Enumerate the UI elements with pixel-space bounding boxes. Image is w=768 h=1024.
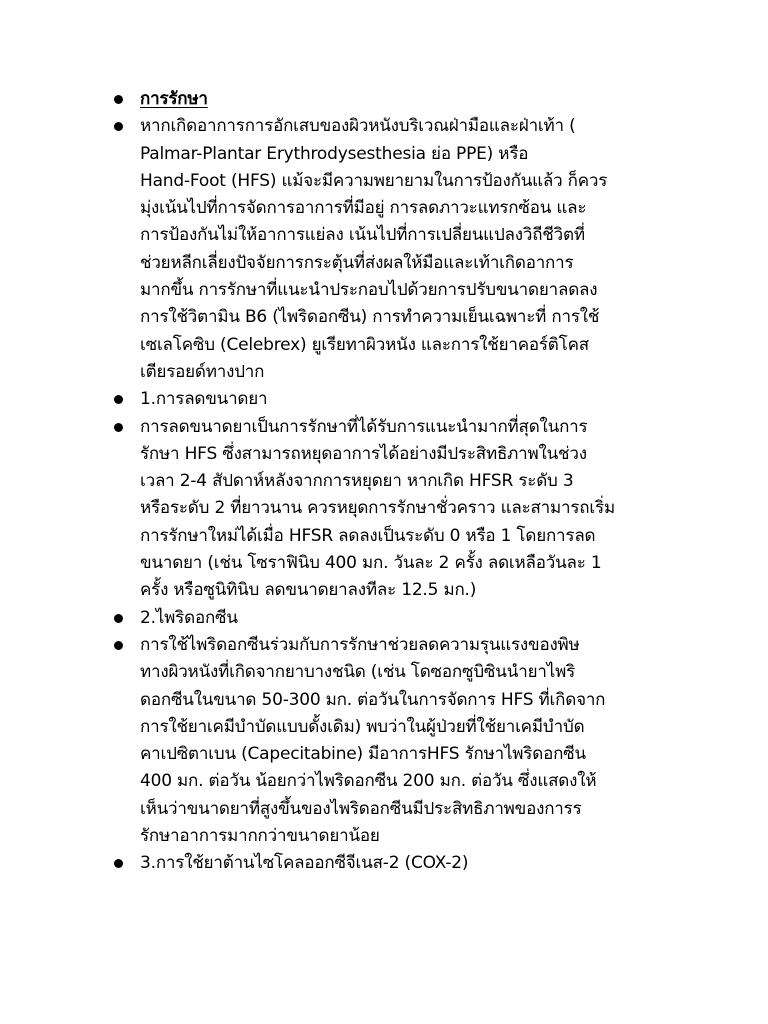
text-line: ทางผิวหนังที่เกิดจากยาบางชนิด (เช่น โดซอกซูบิซินนำยาไพริ: [140, 662, 576, 683]
text-line: เตียรอยด์ทางปาก: [140, 361, 265, 382]
section-title: การรักษา: [140, 89, 208, 109]
paragraph-item: [112, 113, 682, 386]
bullet-dot-icon: [114, 423, 123, 432]
text-line: การลดขนาดยาเป็นการรักษาที่ได้รับการแนะนำมากที่สุดในการ: [140, 416, 588, 437]
text-line: เซเลโคซิบ (Celebrex) ยูเรียทาผิวหนัง และการใช้ยาคอร์ติโคส: [140, 334, 589, 355]
paragraph-text: [140, 632, 682, 850]
paragraph-item: [112, 414, 682, 605]
text-line: ขนาดยา (เช่น โซราฟินิบ 400 มก. วันละ 2 ครั้ง ลดเหลือวันละ 1: [140, 553, 602, 574]
subsection-title: 1.การลดขนาดยา: [140, 389, 268, 410]
text-line: การรักษาใหม่ได้เมื่อ HFSR ลดลงเป็นระดับ 0 หรือ 1 โดยการลด: [140, 525, 596, 546]
text-line: Hand-Foot (HFS) แม้จะมีความพยายามในการป้องกันแล้ว ก็ควร: [140, 170, 608, 191]
text-line: Palmar-Plantar Erythrodysesthesia ย่อ PPE) หรือ: [140, 143, 529, 164]
bullet-list: [112, 86, 682, 878]
text-line: มุ่งเน้นไปที่การจัดการอาการที่มีอยู่ การลดภาวะแทรกซ้อน และ: [140, 198, 587, 219]
paragraph-text: [140, 113, 682, 386]
paragraph-item: [112, 632, 682, 850]
bullet-dot-icon: [114, 95, 123, 104]
text-line: รักษาอาการมากกว่าขนาดยาน้อย: [140, 826, 380, 847]
text-line: คาเปซิตาเบน (Capecitabine) มีอาการHFS รักษาไพริดอกซีน: [140, 744, 586, 765]
text-line: เวลา 2-4 สัปดาห์หลังจากการหยุดยา หากเกิด HFSR ระดับ 3: [140, 471, 574, 492]
text-line: ดอกซีนในขนาด 50-300 มก. ต่อวันในการจัดการ HFS ที่เกิดจาก: [140, 689, 606, 710]
text-line: ครั้ง หรือซูนิทินิบ ลดขนาดยาลงทีละ 12.5 มก.): [140, 580, 477, 601]
text-line: รักษา HFS ซึ่งสามารถหยุดอาการได้อย่างมีประสิทธิภาพในช่วง: [140, 443, 587, 464]
subsection-heading-item: [112, 605, 682, 632]
bullet-dot-icon: [114, 641, 123, 650]
text-line: หรือระดับ 2 ที่ยาวนาน ควรหยุดการรักษาชั่วคราว และสามารถเริ่ม: [140, 498, 615, 519]
text-line: การใช้ไพริดอกซีนร่วมกับการรักษาช่วยลดความรุนแรงของพิษ: [140, 634, 580, 655]
bullet-dot-icon: [114, 395, 123, 404]
subsection-title: 3.การใช้ยาต้านไซโคลออกซีจีเนส-2 (COX-2): [140, 853, 469, 874]
bullet-dot-icon: [114, 122, 123, 131]
text-line: การป้องกันไม่ให้อาการแย่ลง เน้นไปที่การเปลี่ยนแปลงวิถีชีวิตที่: [140, 225, 585, 246]
subsection-heading-item: [112, 850, 682, 877]
subsection-title: 2.ไพริดอกซีน: [140, 607, 238, 628]
text-line: ช่วยหลีกเลี่ยงปัจจัยการกระตุ้นที่ส่งผลให้มือและเท้าเกิดอาการ: [140, 252, 574, 273]
section-heading-item: [112, 86, 682, 113]
bullet-dot-icon: [114, 859, 123, 868]
text-line: การใช้วิตามิน B6 (ไพริดอกซีน) การทำความเย็นเฉพาะที่ การใช้: [140, 307, 600, 328]
text-line: มากขึ้น การรักษาที่แนะนำประกอบไปด้วยการปรับขนาดยาลดลง: [140, 280, 598, 301]
subsection-heading-item: [112, 386, 682, 413]
text-line: การใช้ยาเคมีบำบัดแบบดั้งเดิม) พบว่าในผู้ป่วยที่ใช้ยาเคมีบำบัด: [140, 716, 585, 737]
bullet-dot-icon: [114, 614, 123, 623]
text-line: 400 มก. ต่อวัน น้อยกว่าไพริดอกซีน 200 มก. ต่อวัน ซึ่งแสดงให้: [140, 771, 597, 792]
paragraph-text: [140, 414, 682, 605]
text-line: หากเกิดอาการการอักเสบของผิวหนังบริเวณฝ่ามือและฝ่าเท้า (: [140, 116, 576, 137]
text-line: เห็นว่าขนาดยาที่สูงขึ้นของไพริดอกซีนมีประสิทธิภาพของการร: [140, 798, 582, 819]
